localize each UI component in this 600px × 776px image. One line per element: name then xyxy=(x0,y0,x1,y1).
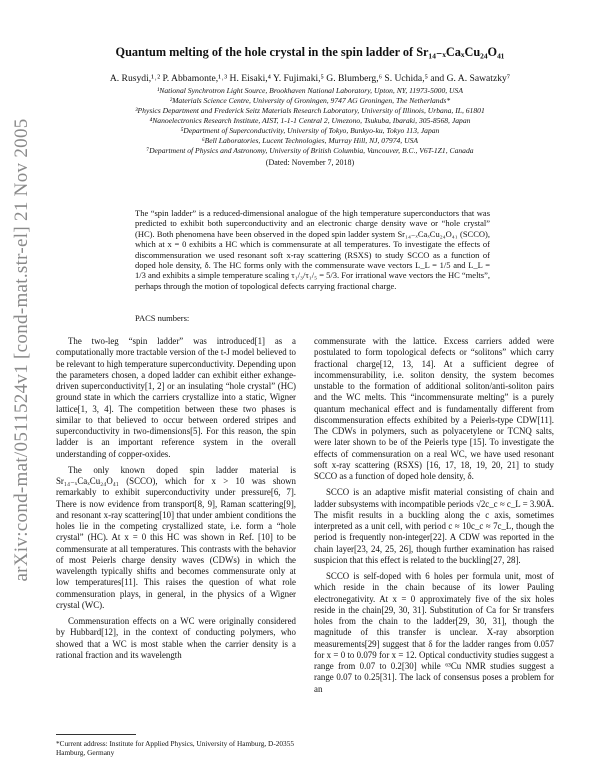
body-paragraph: SCCO is self-doped with 6 holes per formula unit, most of which reside in the chain because of its lower Pauling electronegativity. At x = 0 approximately five of the six holes reside in the chain[29, 30, 31]. Substitution of Ca for Sr transfers holes from the chain to the ladder[29, 30, 31], though the magnitude of this transfer is unclear. X-ray absorption measurements[29] suggest that δ for the ladder ranges from 0.057 for x = 0 to 0.079 for x = 12. Optical conductivity studies suggest a range from 0.07 to 0.2[30] while ⁶³Cu NMR studies suggest a range 0.07 to 0.25[31]. The lack of consensus poses a problem for an xyxy=(314,571,554,694)
affiliation-3: ³Physics Department and Frederick Seitz Materials Research Laboratory, University of Illinois, Urbana, IL, 61801 xyxy=(135,106,485,115)
arxiv-sidebar-stamp xyxy=(2,90,42,610)
body-paragraph: SCCO is an adaptive misfit material consisting of chain and ladder subsystems with incompatible periods √2c_c ≈ c_L = 3.90Å. The misfit results in a buckling along the c axis, sometimes interpreted as a unit cell, with period c ≈ 10c_c ≈ 7c_L, though the period is frequently non-integer[22]. A CDW was reported in the chain layer[23, 24, 25, 26], though further examination has raised suspicion that this effect is related to the buckling[27, 28]. xyxy=(314,487,554,565)
affiliation-7: ⁷Department of Physics and Astronomy, University of British Columbia, Vancouver, B.C., V6T-1Z1, Canada xyxy=(146,146,474,155)
dated-line: (Dated: November 7, 2018) xyxy=(265,158,355,167)
footnote: *Current address: Institute for Applied Physics, University of Hamburg, D-20355 Hamburg, Germany xyxy=(56,739,294,757)
abstract: The “spin ladder” is a reduced-dimensional analogue of the high temperature superconductors that was predicted to exhibit both superconductivity and an electronic charge density wave or “hole crystal” (HC). Both phenomena have been observed in the doped spin ladder system Sr₁₄₋ₓCaₓCu₂₄O₄₁ (SCCO), which at x = 0 exhibits a HC which is commensurate at all temperatures. To investigate the effects of discommensuration we used resonant soft x-ray scattering (RSXS) to study SCCO as a function of doped hole density, δ. The HC forms only with the commensurate wave vectors L_L = 1/5 and L_L = 1/3 and exhibits a simple temperature scaling τ₁/₃/τ₁/₅ = 5/3. For irrational wave vectors the HC “melts”, perhaps through the motion of topological defects carrying fractional charge. xyxy=(135,208,490,291)
affiliation-5: ⁵Department of Superconductivity, University of Tokyo, Bunkyo-ku, Tokyo 113, Japan xyxy=(180,126,440,135)
body-paragraph: Commensuration effects on a WC were originally considered by Hubbard[12], in the context of conducting polymers, who showed that a WC is most stable when the carrier density is a rational fraction and its wavelength xyxy=(56,616,296,660)
pacs-numbers: PACS numbers: xyxy=(135,313,190,323)
affiliation-6: ⁶Bell Laboratories, Lucent Technologies, Murray Hill, NJ, 07974, USA xyxy=(201,136,419,145)
body-paragraph: The two-leg “spin ladder” was introduced[1] as a computationally more tractable version of the t-J model believed to be relevant to high temperature superconductivity. Depending upon the parameters chosen, a doped ladder can exhibit either exhange-driven superconductivity[1, 2] or an insulating “hole crystal” (HC) ground state in which the carriers crystallize into a static, Wigner lattice[1, 3, 4]. The competition between these two phases is similar to that believed to occur between ordered stripes and superconductivity in two-dimensions[5]. For this reason, the spin ladder is an important reference system in the overall understanding of copper-oxides. xyxy=(56,336,296,459)
arxiv-identifier: arXiv:cond-mat/0511524v1 [cond-mat.str-el] 21 Nov 2005 xyxy=(11,118,32,582)
right-column xyxy=(314,336,554,700)
left-column xyxy=(56,336,296,666)
affiliation-2: ²Materials Science Centre, University of Groningen, 9747 AG Groningen, The Netherlands* xyxy=(169,96,451,105)
affiliation-4: ⁴Nanoelectronics Research Institute, AIST, 1-1-1 Central 2, Umezono, Tsukuba, Ibaraki, 305-8568, Japan xyxy=(149,116,471,125)
paper-title: Quantum melting of the hole crystal in the spin ladder of Sr₁₄₋ₓCaₓCu₂₄O₄₁ xyxy=(115,45,505,59)
footnote-rule xyxy=(56,734,136,735)
body-paragraph: commensurate with the lattice. Excess carriers added were postulated to form topological defects or “solitons” which carry fractional charge[12, 13, 14]. At a sufficient degree of incommensurability, i.e. soliton density, the system becomes unstable to the formation of additional soliton/anti-soliton pairs and the WC melts. This “incommensurate melting” is a purely quantum mechanical effect and is fundamentally different from discommensuration effects exhibited by a Peierls-type CDW[11]. The CDWs in polymers, such as polyacetylene or TCNQ salts, were later shown to be of the Peierls type [15]. To investigate the effects of commensuration on a real WC, we have used resonant soft x-ray scattering (RSXS) [16, 17, 18, 19, 20, 21] to study SCCO as a function of doped hole density, δ. xyxy=(314,336,554,481)
body-paragraph: The only known doped spin ladder material is Sr₁₄₋ₓCaₓCu₂₄O₄₁ (SCCO), which for x > 10 was shown remarkably to exhibit superconductivity under pressure[6, 7]. There is now evidence from transport[8, 9], Raman scattering[9], and resonant x-ray scattering[10] that under ambient conditions the holes lie in the competing crystallized state, i.e. form a “hole crystal” (HC). At x = 0 this HC was shown in Ref. [10] to be commensurate at all temperatures. This contrasts with the behavior of most Peierls charge density waves (CDWs) in which the wavelength typically shifts and becomes commensurate only at low temperatures[11]. This raises the question of what role commensuration plays, in general, in the physics of a Wigner crystal (WC). xyxy=(56,464,296,610)
affiliation-1: ¹National Synchrotron Light Source, Brookhaven National Laboratory, Upton, NY, 11973-5000, USA xyxy=(157,86,463,95)
author-list: A. Rusydi,¹˒² P. Abbamonte,¹˒³ H. Eisaki,⁴ Y. Fujimaki,⁵ G. Blumberg,⁶ S. Uchida,⁵ and G. A. Sawatzky⁷ xyxy=(109,73,511,84)
